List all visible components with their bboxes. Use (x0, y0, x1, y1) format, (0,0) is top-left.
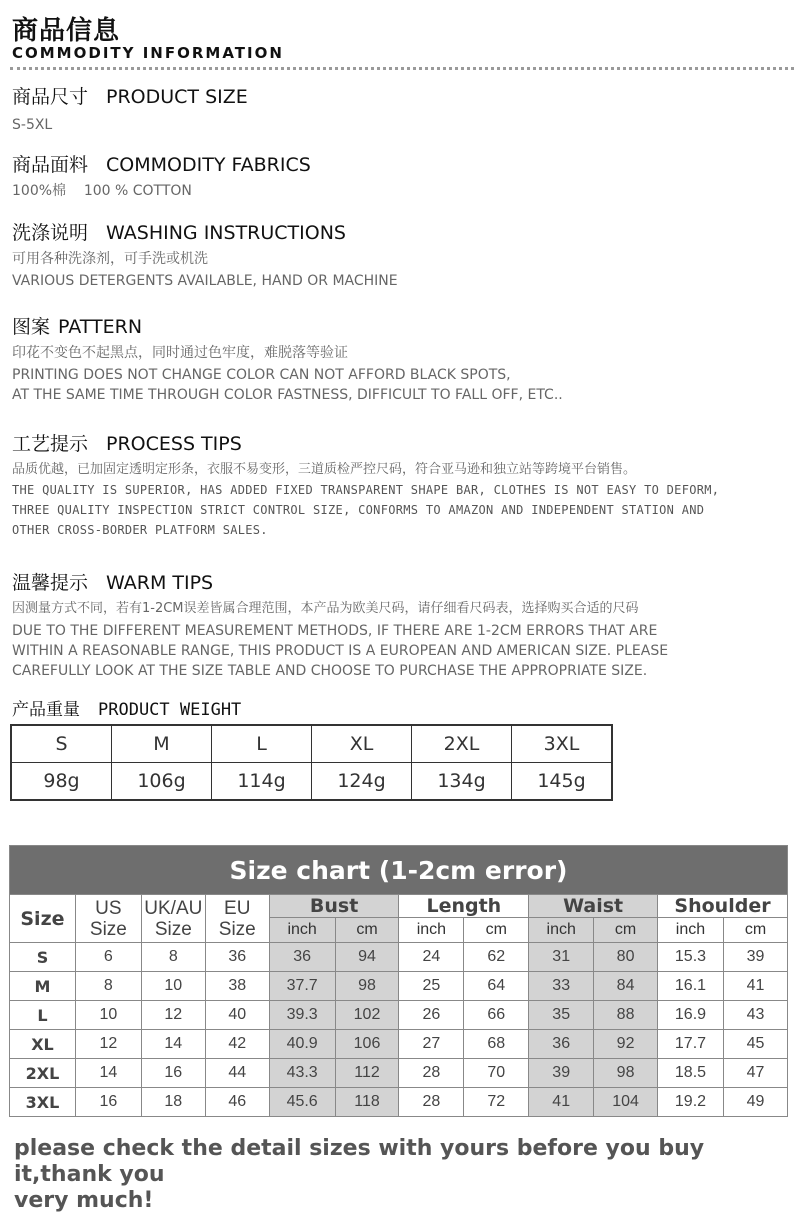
table-cell: 27 (399, 1030, 464, 1059)
table-cell: 14 (75, 1059, 141, 1088)
unit-inch: inch (658, 918, 724, 943)
section-product-size (12, 82, 792, 135)
footer-line-2: very much! (14, 1188, 154, 1213)
header-uk-size (141, 895, 205, 943)
header-size: Size (10, 895, 76, 943)
size-chart (9, 845, 788, 1117)
table-cell: 41 (723, 972, 787, 1001)
table-cell: 49 (723, 1088, 787, 1117)
table-cell: 31 (529, 943, 594, 972)
pattern-line-3: AT THE SAME TIME THROUGH COLOR FASTNESS, DIFFICULT TO FALL OFF, ETC.. (12, 387, 563, 403)
footer-note (14, 1136, 794, 1214)
table-cell: 6 (75, 943, 141, 972)
table-cell: 15.3 (658, 943, 724, 972)
header-uk-sub: Size (154, 918, 192, 940)
title-en: WARM TIPS (106, 572, 214, 594)
table-cell: 45.6 (269, 1088, 335, 1117)
washing-line-1: 可用各种洗涤剂，可手洗或机洗 (12, 251, 208, 267)
header-bust: Bust (269, 895, 399, 918)
title-en: PROCESS TIPS (106, 433, 242, 455)
table-cell: 39 (529, 1059, 594, 1088)
table-cell: 42 (205, 1030, 269, 1059)
table-row (10, 1088, 788, 1117)
weight-value-row (11, 763, 612, 801)
table-cell: 102 (335, 1001, 399, 1030)
table-cell: 38 (205, 972, 269, 1001)
row-size-label: L (10, 1001, 76, 1030)
table-row (10, 1030, 788, 1059)
row-size-label: XL (10, 1030, 76, 1059)
table-cell: 35 (529, 1001, 594, 1030)
section-process-tips (12, 429, 792, 540)
process-line-4: OTHER CROSS-BORDER PLATFORM SALES. (12, 523, 268, 537)
warm-line-2: DUE TO THE DIFFERENT MEASUREMENT METHODS, IF THERE ARE 1-2CM ERRORS THAT ARE (12, 623, 658, 639)
table-cell: 8 (75, 972, 141, 1001)
row-size-label: 2XL (10, 1059, 76, 1088)
weight-size-row (11, 725, 612, 763)
header-eu-label: EU (224, 897, 251, 919)
section-title (12, 312, 792, 339)
unit-cm: cm (464, 918, 529, 943)
section-title (12, 695, 792, 720)
table-cell: 98 (335, 972, 399, 1001)
header-length: Length (399, 895, 529, 918)
header-eu-sub: Size (218, 918, 256, 940)
table-cell: 17.7 (658, 1030, 724, 1059)
row-size-label: S (10, 943, 76, 972)
table-cell: 37.7 (269, 972, 335, 1001)
pattern-line-1: 印花不变色不起黑点，同时通过色牢度，难脱落等验证 (12, 345, 348, 361)
table-cell: 112 (335, 1059, 399, 1088)
table-row (10, 1001, 788, 1030)
weight-table (10, 724, 613, 801)
unit-cm: cm (594, 918, 658, 943)
weight-value-cell: 134g (412, 763, 512, 801)
table-cell: 12 (141, 1001, 205, 1030)
table-cell: 19.2 (658, 1088, 724, 1117)
header-eu-size (205, 895, 269, 943)
table-cell: 12 (75, 1030, 141, 1059)
weight-value-cell: 98g (11, 763, 112, 801)
table-cell: 104 (594, 1088, 658, 1117)
weight-value-cell: 145g (512, 763, 613, 801)
section-title (12, 150, 792, 177)
table-cell: 36 (529, 1030, 594, 1059)
footer-line-1: please check the detail sizes with yours before you buy it,thank you (14, 1136, 705, 1187)
title-en: PRODUCT WEIGHT (98, 700, 242, 720)
size-value: S-5XL (12, 117, 53, 133)
process-line-2: THE QUALITY IS SUPERIOR, HAS ADDED FIXED TRANSPARENT SHAPE BAR, CLOTHES IS NOT EASY TO DEFORM, (12, 483, 720, 497)
size-chart-title: Size chart (1-2cm error) (10, 846, 788, 895)
table-row (10, 1059, 788, 1088)
row-size-label: 3XL (10, 1088, 76, 1117)
table-cell: 16 (75, 1088, 141, 1117)
size-chart-body (10, 943, 788, 1117)
table-cell: 84 (594, 972, 658, 1001)
warm-line-1: 因测量方式不同，若有1-2CM误差皆属合理范围，本产品为欧美尺码，请仔细看尺码表，选择购买合适的尺码 (12, 601, 639, 616)
section-washing (12, 218, 792, 291)
section-warm-tips (12, 568, 792, 681)
section-title (12, 82, 792, 109)
table-cell: 45 (723, 1030, 787, 1059)
warm-line-4: CAREFULLY LOOK AT THE SIZE TABLE AND CHOOSE TO PURCHASE THE APPROPRIATE SIZE. (12, 663, 648, 679)
table-cell: 40 (205, 1001, 269, 1030)
table-row (10, 972, 788, 1001)
title-cn: 温馨提示 (12, 572, 89, 594)
unit-inch: inch (399, 918, 464, 943)
size-chart-header-row (10, 895, 788, 918)
header-us-label: US (95, 897, 122, 919)
header-us-size (75, 895, 141, 943)
title-cn: 洗涤说明 (12, 222, 89, 244)
table-cell: 26 (399, 1001, 464, 1030)
table-cell: 10 (75, 1001, 141, 1030)
table-cell: 36 (205, 943, 269, 972)
weight-size-cell: 3XL (512, 725, 613, 763)
table-cell: 33 (529, 972, 594, 1001)
table-cell: 25 (399, 972, 464, 1001)
header-title-cn: 商品信息 (12, 16, 121, 46)
table-cell: 43.3 (269, 1059, 335, 1088)
header-title-en: COMMODITY INFORMATION (12, 44, 284, 62)
weight-value-cell: 114g (212, 763, 312, 801)
unit-cm: cm (335, 918, 399, 943)
table-cell: 10 (141, 972, 205, 1001)
table-cell: 106 (335, 1030, 399, 1059)
unit-inch: inch (529, 918, 594, 943)
table-cell: 44 (205, 1059, 269, 1088)
table-cell: 118 (335, 1088, 399, 1117)
table-cell: 70 (464, 1059, 529, 1088)
table-cell: 98 (594, 1059, 658, 1088)
weight-value-cell: 124g (312, 763, 412, 801)
title-cn: 图案 (12, 316, 51, 338)
warm-line-3: WITHIN A REASONABLE RANGE, THIS PRODUCT IS A EUROPEAN AND AMERICAN SIZE. PLEASE (12, 643, 669, 659)
table-cell: 16.1 (658, 972, 724, 1001)
table-cell: 24 (399, 943, 464, 972)
table-cell: 8 (141, 943, 205, 972)
header-waist: Waist (529, 895, 658, 918)
title-en: COMMODITY FABRICS (106, 154, 311, 176)
table-cell: 14 (141, 1030, 205, 1059)
table-cell: 40.9 (269, 1030, 335, 1059)
table-cell: 47 (723, 1059, 787, 1088)
table-cell: 66 (464, 1001, 529, 1030)
section-pattern (12, 312, 792, 405)
header-shoulder: Shoulder (658, 895, 788, 918)
title-en: PATTERN (58, 316, 143, 338)
table-cell: 39 (723, 943, 787, 972)
title-cn: 工艺提示 (12, 433, 89, 455)
section-title (12, 218, 792, 245)
section-fabrics (12, 150, 792, 201)
unit-inch: inch (269, 918, 335, 943)
table-cell: 16.9 (658, 1001, 724, 1030)
table-cell: 62 (464, 943, 529, 972)
table-cell: 68 (464, 1030, 529, 1059)
section-product-weight (12, 695, 792, 720)
table-cell: 46 (205, 1088, 269, 1117)
unit-cm: cm (723, 918, 787, 943)
pattern-line-2: PRINTING DOES NOT CHANGE COLOR CAN NOT AFFORD BLACK SPOTS, (12, 367, 511, 383)
header-uk-label: UK/AU (144, 897, 203, 919)
table-cell: 72 (464, 1088, 529, 1117)
fabric-value: 100%棉 100 % COTTON (12, 183, 192, 199)
title-en: PRODUCT SIZE (106, 86, 248, 108)
table-cell: 64 (464, 972, 529, 1001)
title-en: WASHING INSTRUCTIONS (106, 222, 346, 244)
row-size-label: M (10, 972, 76, 1001)
weight-size-cell: M (112, 725, 212, 763)
table-cell: 28 (399, 1088, 464, 1117)
process-line-3: THREE QUALITY INSPECTION STRICT CONTROL SIZE, CONFORMS TO AMAZON AND INDEPENDENT STATION AND (12, 503, 705, 517)
header-us-sub: Size (89, 918, 127, 940)
weight-size-cell: S (11, 725, 112, 763)
table-cell: 36 (269, 943, 335, 972)
title-cn: 商品面料 (12, 154, 89, 176)
table-cell: 94 (335, 943, 399, 972)
table-cell: 41 (529, 1088, 594, 1117)
section-title (12, 429, 792, 456)
table-cell: 43 (723, 1001, 787, 1030)
table-cell: 88 (594, 1001, 658, 1030)
weight-value-cell: 106g (112, 763, 212, 801)
table-cell: 39.3 (269, 1001, 335, 1030)
table-cell: 80 (594, 943, 658, 972)
weight-size-cell: XL (312, 725, 412, 763)
table-row (10, 943, 788, 972)
weight-size-cell: 2XL (412, 725, 512, 763)
washing-line-2: VARIOUS DETERGENTS AVAILABLE, HAND OR MACHINE (12, 273, 398, 289)
table-cell: 92 (594, 1030, 658, 1059)
title-cn: 商品尺寸 (12, 86, 89, 108)
weight-size-cell: L (212, 725, 312, 763)
table-cell: 18 (141, 1088, 205, 1117)
table-cell: 16 (141, 1059, 205, 1088)
dotted-divider (10, 67, 794, 70)
table-cell: 18.5 (658, 1059, 724, 1088)
title-cn: 产品重量 (12, 700, 80, 720)
table-cell: 28 (399, 1059, 464, 1088)
process-line-1: 品质优越，已加固定透明定形条，衣服不易变形，三道质检严控尺码，符合亚马逊和独立站等跨境平台销售。 (12, 462, 637, 477)
section-title (12, 568, 792, 595)
